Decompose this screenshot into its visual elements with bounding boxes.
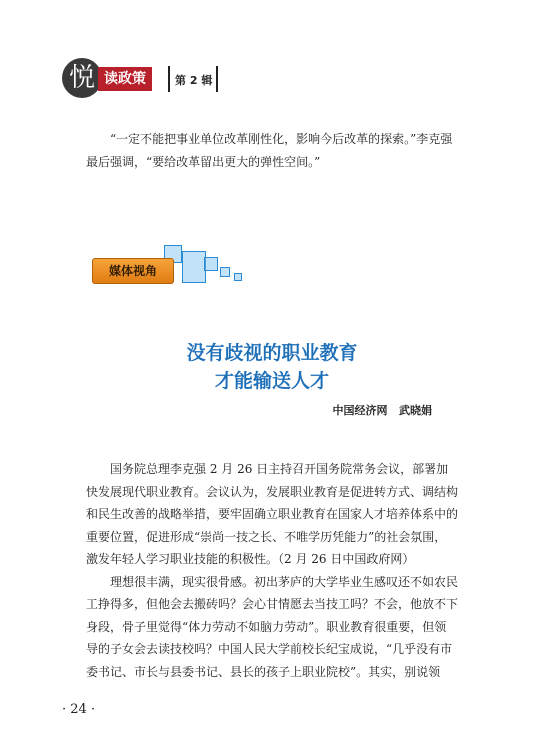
byline-source: 中国经济网 <box>332 404 388 417</box>
article-title-line1: 没有歧视的职业教育 <box>186 342 358 364</box>
intro-paragraph: “一定不能把事业单位改革刚性化，影响今后改革的探索。”李克强最后强调，“要给改革留出更大的弹性空间。” <box>86 132 453 169</box>
section-badge-graphic <box>86 243 261 293</box>
decorative-cube-icon <box>182 251 206 283</box>
series-label: 读政策 <box>98 67 152 91</box>
issue-label: 第 2 辑 <box>175 74 213 87</box>
byline-author: 武晓娟 <box>399 404 432 417</box>
body-paragraph: 理想很丰满，现实很骨感。初出茅庐的大学毕业生感叹还不如农民工挣得多，但他会去搬砖吗？会心甘情愿去当技工吗？不会，他放不下身段，骨子里觉得“体力劳动不如脑力劳动”。职业教育很重要，但领导的子女会去读技校吗？中国人民大学前校长纪宝成说，“几乎没有市委书记、市长与县委书记、县长的孩子上职业院校”。其实，别说领 <box>86 574 459 679</box>
decorative-cube-icon <box>234 273 242 281</box>
decorative-cube-icon <box>220 267 230 277</box>
decorative-cube-icon <box>204 257 218 271</box>
running-header <box>62 58 262 98</box>
header-divider <box>168 66 170 92</box>
body-paragraph: 国务院总理李克强 2 月 26 日主持召开国务院常务会议，部署加快发展现代职业教育。会议认为，发展职业教育是促进转方式、调结构和民生改善的战略举措，要牢固确立职业教育在国家人才培养体系中的重要位置，促进形成“崇尚一技之长、不唯学历凭能力”的社会氛围，激发年轻人学习职业技能的积极性。（2 月 26 日中国政府网） <box>86 462 459 566</box>
article-body <box>86 458 458 683</box>
header-divider <box>216 66 218 92</box>
section-badge: 媒体视角 <box>92 258 174 284</box>
page-number: · 24 · <box>62 702 96 717</box>
byline <box>333 402 433 418</box>
logo-icon: 悦 <box>62 58 102 98</box>
article-title-line2: 才能输送人才 <box>214 370 329 392</box>
